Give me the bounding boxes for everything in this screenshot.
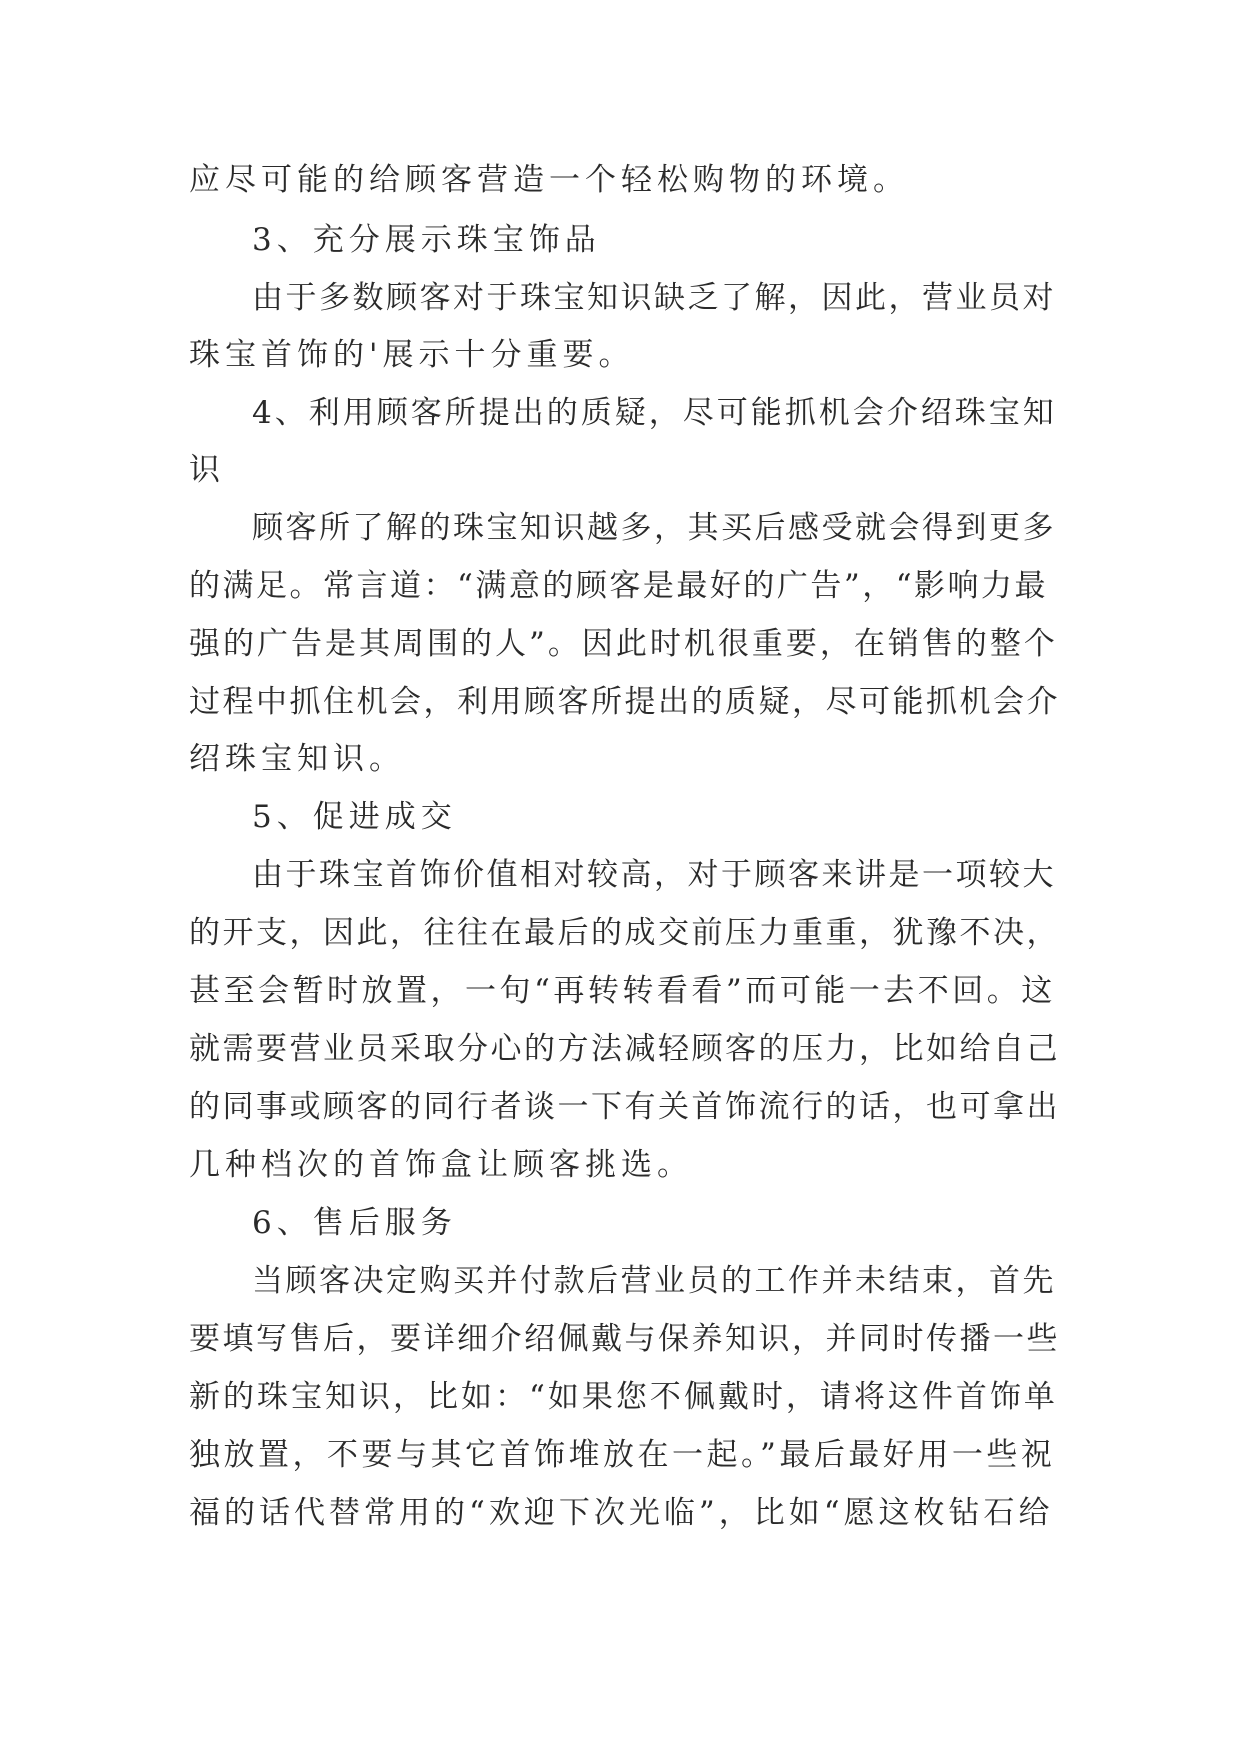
text-line: 应尽可能的给顾客营造一个轻松购物的环境。 <box>189 162 909 198</box>
text-line: 福的话代替常用的“欢迎下次光临”，比如“愿这枚钻石给 <box>189 1495 1054 1531</box>
section-heading: 识 <box>189 452 225 488</box>
text-line: 由于多数顾客对于珠宝知识缺乏了解，因此，营业员对 <box>252 280 1056 316</box>
text-line: 新的珠宝知识，比如：“如果您不佩戴时，请将这件首饰单 <box>189 1379 1058 1415</box>
text-line: 的满足。常言道：“满意的顾客是最好的广告”，“影响力最 <box>189 568 1049 604</box>
text-line: 珠宝首饰的'展示十分重要。 <box>189 337 635 373</box>
text-line: 过程中抓住机会，利用顾客所提出的质疑，尽可能抓机会介 <box>189 684 1060 720</box>
text-line: 要填写售后，要详细介绍佩戴与保养知识，并同时传播一些 <box>189 1321 1060 1357</box>
text-line: 绍珠宝知识。 <box>189 741 405 777</box>
text-line: 甚至会暂时放置，一句“再转转看看”而可能一去不回。这 <box>189 973 1056 1009</box>
section-heading: 4、利用顾客所提出的质疑，尽可能抓机会介绍珠宝知 <box>252 395 1057 431</box>
text-line: 当顾客决定购买并付款后营业员的工作并未结束，首先 <box>252 1263 1056 1299</box>
text-line: 几种档次的首饰盒让顾客挑选。 <box>189 1147 693 1183</box>
text-line: 的同事或顾客的同行者谈一下有关首饰流行的话，也可拿出 <box>189 1089 1060 1125</box>
section-heading: 3、充分展示珠宝饰品 <box>252 222 601 258</box>
text-line: 强的广告是其周围的人”。因此时机很重要，在销售的整个 <box>189 626 1058 662</box>
text-line: 由于珠宝首饰价值相对较高，对于顾客来讲是一项较大 <box>252 857 1056 893</box>
section-heading: 6、售后服务 <box>252 1205 457 1241</box>
text-line: 就需要营业员采取分心的方法减轻顾客的压力，比如给自己 <box>189 1031 1060 1067</box>
section-heading: 5、促进成交 <box>252 799 457 835</box>
text-line: 的开支，因此，往往在最后的成交前压力重重，犹豫不决， <box>189 915 1060 951</box>
text-line: 顾客所了解的珠宝知识越多，其买后感受就会得到更多 <box>252 510 1056 546</box>
text-line: 独放置，不要与其它首饰堆放在一起。”最后最好用一些祝 <box>189 1437 1056 1473</box>
